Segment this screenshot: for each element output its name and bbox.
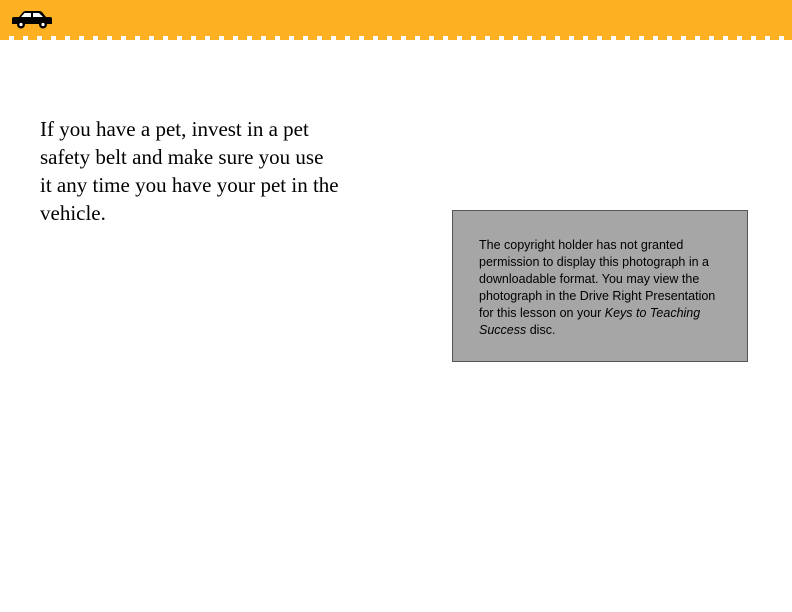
copyright-notice: [479, 237, 729, 339]
top-banner: [0, 0, 792, 36]
car-icon: [10, 9, 54, 29]
disc-title: Keys to Teaching Success: [479, 306, 701, 337]
body-text: If you have a pet, invest in a pet safety belt and make sure you use it any time you have your pet in the vehicle.: [40, 117, 339, 225]
copyright-notice-text: The copyright holder has not granted permission to display this photograph in a downloadable format. You may view the photograph in the Drive Right Presentation for this lesson on your: [479, 238, 716, 320]
copyright-notice-end: disc.: [526, 323, 556, 337]
banner-dashed-edge: [0, 36, 792, 40]
photo-placeholder: [452, 210, 748, 362]
